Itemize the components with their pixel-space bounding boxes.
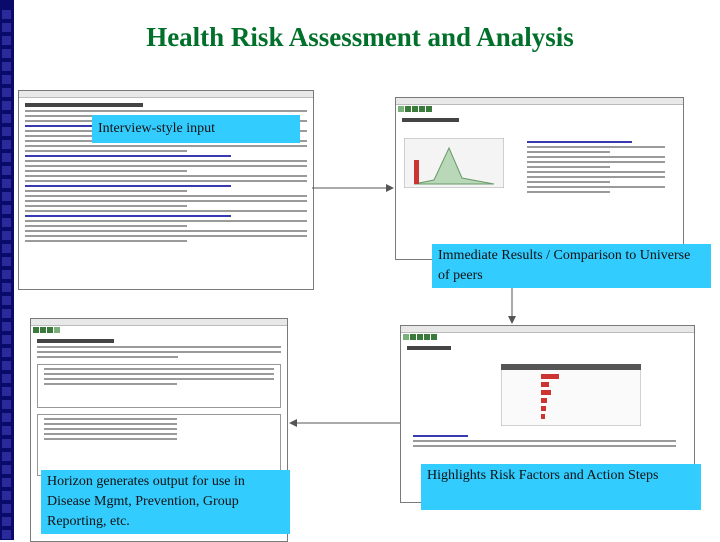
interview-callout: Interview-style input [92, 115, 300, 143]
slide-title: Health Risk Assessment and Analysis [146, 22, 574, 52]
horizon-callout: Horizon generates output for use in Disease Mgmt, Prevention, Group Reporting, etc. [41, 470, 290, 534]
highlights-callout: Highlights Risk Factors and Action Steps [421, 464, 701, 510]
results-callout: Immediate Results / Comparison to Universe of peers [432, 244, 711, 288]
